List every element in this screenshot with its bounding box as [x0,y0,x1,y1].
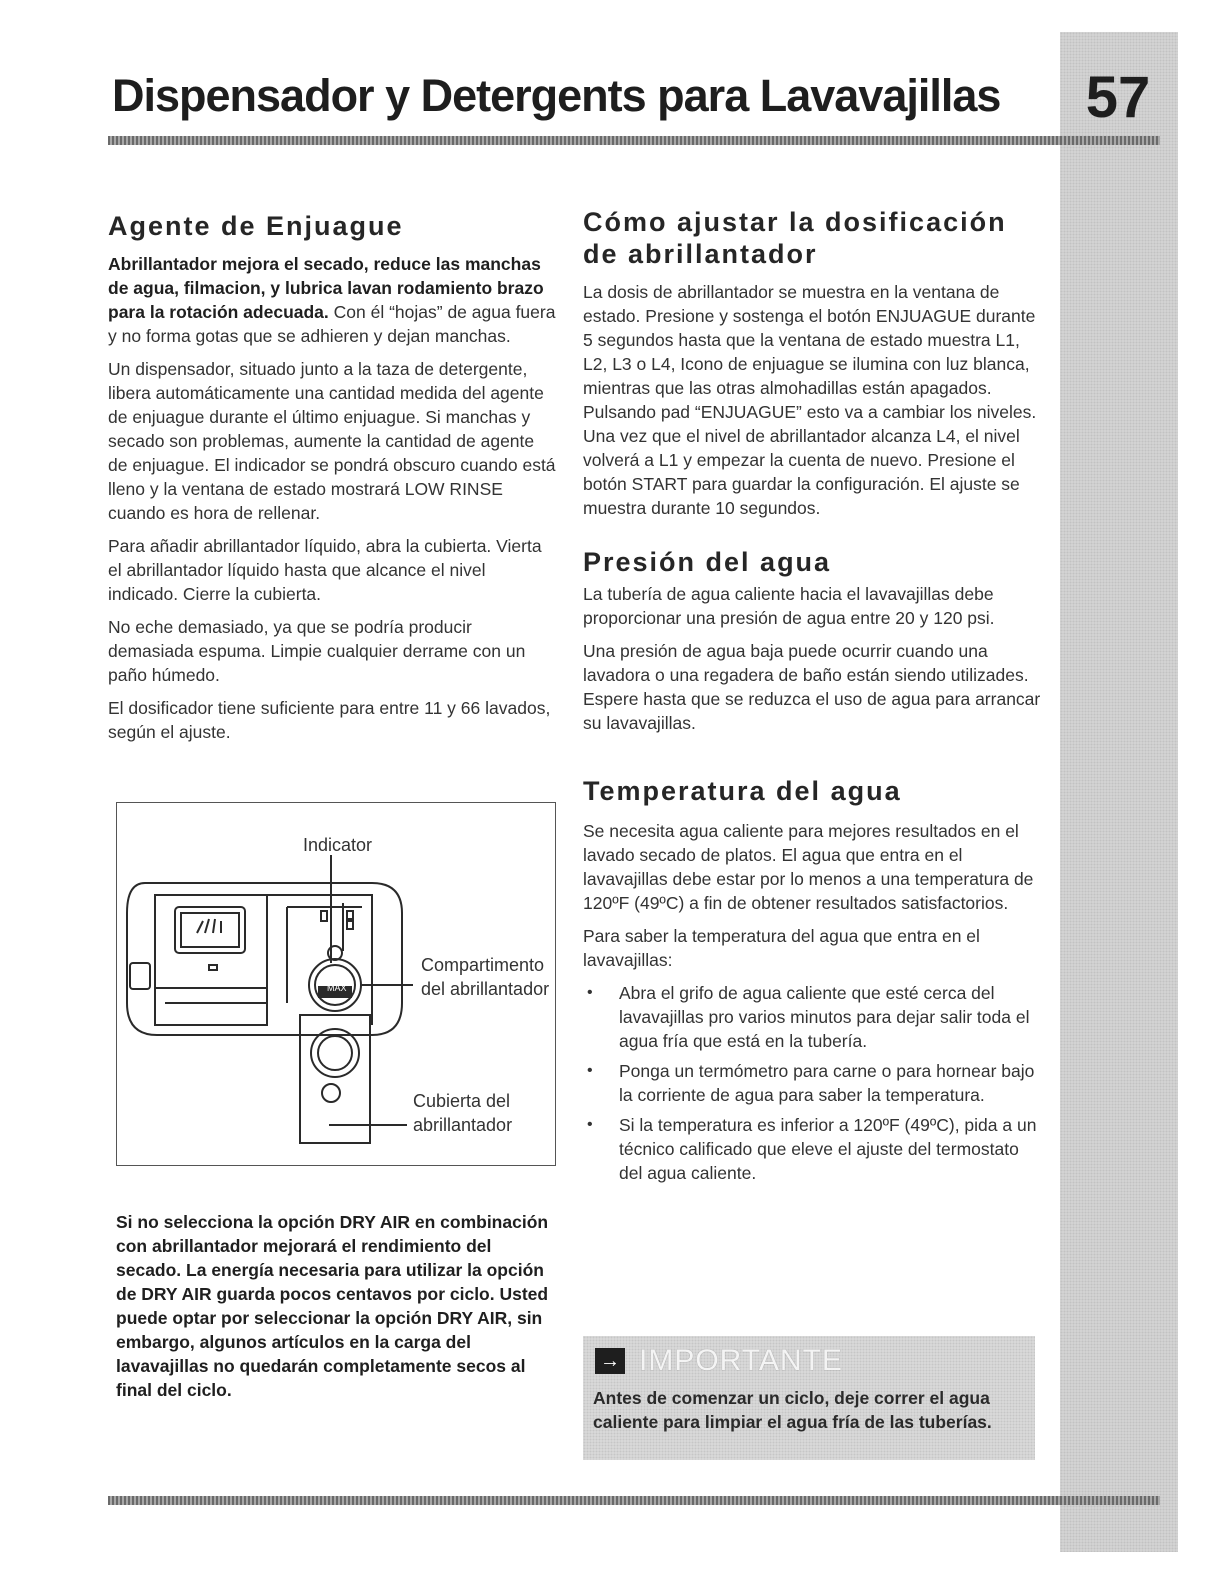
temperature-paragraph-1: Se necesita agua caliente para mejores resultados en el lavado secado de platos. El agua que entra en el lavavajillas debe estar por lo menos a una temperatura de 120ºF (49ºC) a fin de obtener resultados satisfactorios. [583,821,1034,913]
dosing-heading: Cómo ajustar la dosificación de abrillantador [583,207,1007,269]
important-body: Antes de comenzar un ciclo, deje correr el agua caliente para limpiar el agua fría de las tuberías. [593,1388,992,1432]
page-title: Dispensador y Detergents para Lavavajillas [112,70,1001,121]
header-rule [108,136,1160,145]
important-title: IMPORTANTE [639,1344,843,1377]
side-tab-shading [1060,32,1178,1552]
temperature-paragraph-2: Para saber la temperatura del agua que entra en el lavavajillas: [583,926,980,970]
pressure-paragraph-2: Una presión de agua baja puede ocurrir cuando una lavadora o una regadera de baño están siendo utilizades. Espere hasta que se reduzca el uso de agua para arrancar su lavavajillas. [583,641,1041,733]
list-item: • Abra el grifo de agua caliente que esté cerca del lavavajillas pro varios minutos para dejar salir toda el agua fría que está en la tubería. [583,981,1043,1053]
right-column [583,206,1043,1191]
dry-air-note [116,1210,556,1411]
temperature-steps [583,981,1043,1185]
add-rinse-paragraph: Para añadir abrillantador líquido, abra la cubierta. Vierta el abrillantador líquido hasta que alcance el nivel indicado. Cierre la cubierta. [108,536,542,604]
rinse-intro-paragraph [108,252,558,348]
capacity-paragraph: El dosificador tiene suficiente para entre 11 y 66 lavados, según el ajuste. [108,698,551,742]
important-callout [583,1336,1035,1460]
page-number: 57 [1085,65,1151,130]
rinse-intro-bold: Abrillantador mejora el secado, reduce las manchas de agua, filmacion, y lubrica lavan rodamiento brazo para la rotación adecuada. [108,254,544,322]
dosing-paragraph: La dosis de abrillantador se muestra en la ventana de estado. Presione y sostenga el botón ENJUAGUE durante 5 segundos hasta que la ventana de estado muestra L1, L2, L3 o L4, Icono de enjuague se ilumina con luz blanca, mientras que las otras almohadillas están apagados. Pulsando pad “ENJUAGUE” esto va a cambiar los niveles. Una vez que el nivel de abrillantador alcanza L4, el nivel volverá a L1 y empezar la cuenta de nuevo. Presione el botón START para guardar la configuración. El ajuste se muestra durante 10 segundos. [583,282,1037,518]
important-header [595,1344,843,1378]
temperature-heading: Temperatura del agua [583,776,902,806]
footer-rule [108,1496,1160,1505]
indicator-label: Indicator [303,835,373,855]
rinse-agent-heading: Agente de Enjuague [108,211,404,241]
rinse-intro-rest: Con él “hojas” de agua fuera y no forma gotas que se adhieren y dejan manchas. [108,302,556,346]
left-column [108,210,558,753]
list-item: • Si la temperatura es inferior a 120ºF (49ºC), pida a un técnico calificado que eleve el ajuste del termostato del agua caliente. [583,1113,1043,1185]
arrow-right-icon: → [595,1348,625,1374]
overfill-paragraph: No eche demasiado, ya que se podría producir demasiada espuma. Limpie cualquier derrame con un paño húmedo. [108,617,526,685]
dry-air-paragraph: Si no selecciona la opción DRY AIR en combinación con abrillantador mejorará el rendimiento del secado. La energía necesaria para utilizar la opción de DRY AIR guarda pocos centavos por ciclo. Usted puede optar por seleccionar la opción DRY AIR, sin embargo, algunos artículos en la carga del lavavajillas no quedarán completamente secos al final del ciclo. [116,1212,549,1400]
pressure-heading: Presión del agua [583,547,832,577]
dial-text: MAX [327,983,347,993]
cover-label: Cubierta del abrillantador [413,1091,513,1135]
dispenser-figure [116,802,556,1166]
list-item: • Ponga un termómetro para carne o para hornear bajo la corriente de agua para saber la temperatura. [583,1059,1043,1107]
dispenser-paragraph: Un dispensador, situado junto a la taza de detergente, libera automáticamente una cantidad medida del agente de enjuague durante el último enjuague. Si manchas y secado son problemas, aumente la cantidad de agente de enjuague. El indicador se pondrá obscuro cuando está lleno y la ventana de estado mostrará LOW RINSE cuando es hora de rellenar. [108,359,556,523]
compartment-label: Compartimento del abrillantador [421,955,550,999]
pressure-paragraph-1: La tubería de agua caliente hacia el lavavajillas debe proporcionar una presión de agua entre 20 y 120 psi. [583,584,995,628]
